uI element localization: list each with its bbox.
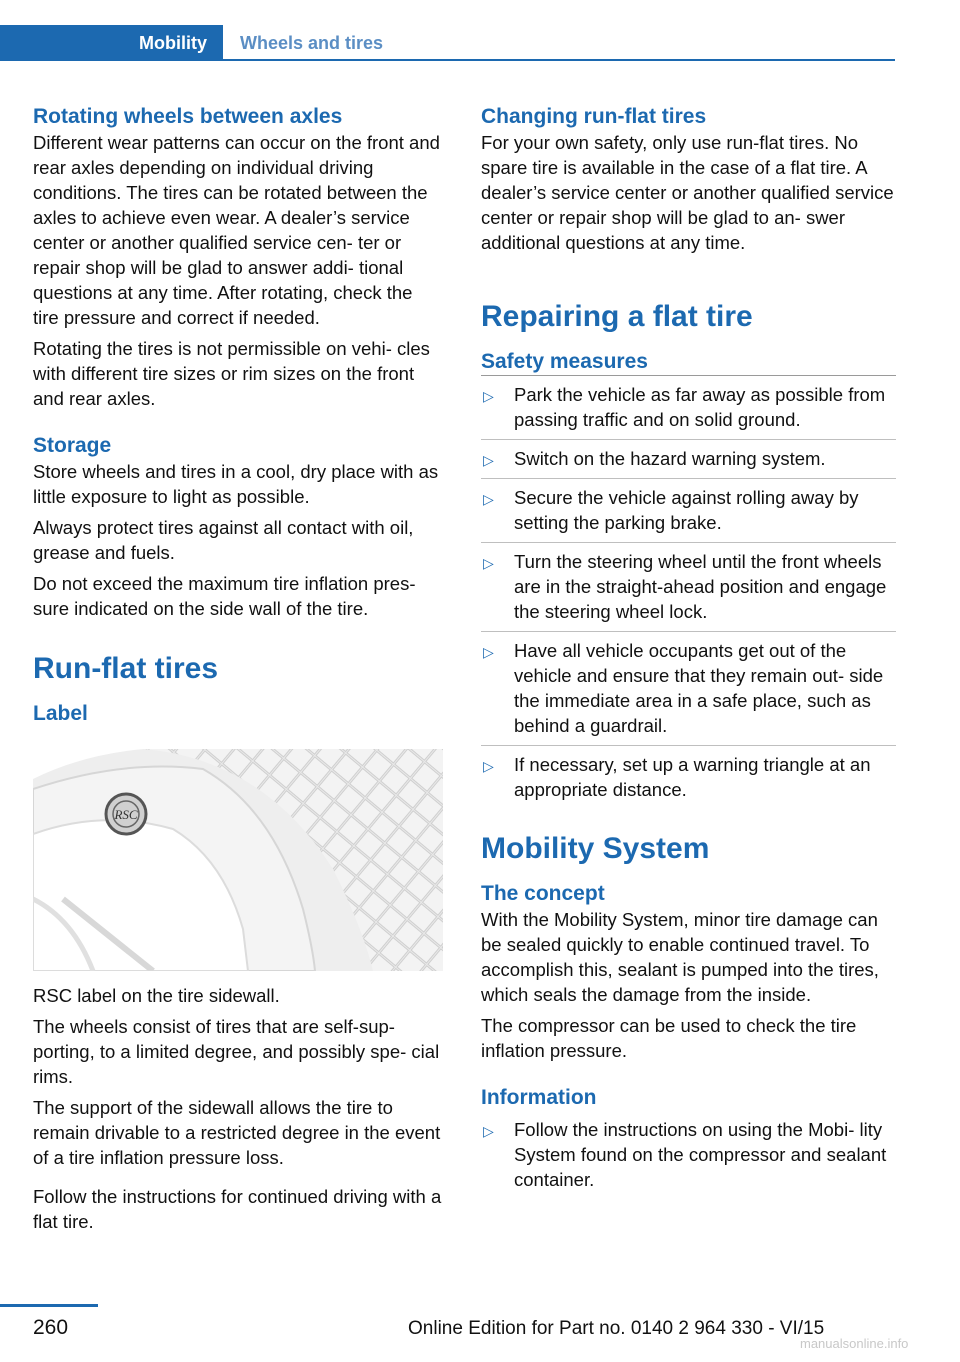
tire-sidewall-image — [33, 749, 443, 971]
triangle-right-icon: ▷ — [483, 644, 494, 660]
runflat-paragraph-2: The support of the sidewall allows the tire to remain drivable to a restricted degree in the event of a tire inflation pressure loss. — [33, 1097, 441, 1168]
list-item: ▷ If necessary, set up a warning triangle at an appropriate distance. — [481, 745, 896, 809]
triangle-right-icon: ▷ — [483, 1123, 494, 1139]
runflat-paragraph-1: The wheels consist of tires that are self-sup‐ porting, to a limited degree, and possibly spe‐ cial rims. — [33, 1016, 440, 1087]
changing-paragraph: For your own safety, only use run-flat tires. No spare tire is available in the case of a flat tire. A dealer’s service center or another qualified service center or repair shop will be glad to an‐ swer additional questions at any time. — [481, 132, 894, 253]
rotating-paragraph-1: Different wear patterns can occur on the front and rear axles depending on individual driving conditions. The tires can be rotated between the axles to achieve even wear. A dealer’s service center or another qualified service cen‐ ter or repair shop will be glad to answer addi‐ tional questions at any time. After rotating, check the tire pressure and correct if needed. — [33, 132, 440, 328]
runflat-paragraph-3: Follow the instructions for continued driving with a flat tire. — [33, 1186, 442, 1232]
header-section-tab: Mobility — [0, 25, 223, 61]
safety-measures-heading: Safety measures — [481, 350, 648, 373]
label-heading: Label — [33, 702, 88, 725]
information-heading: Information — [481, 1086, 597, 1109]
concept-paragraph-2: The compressor can be used to check the tire inflation pressure. — [481, 1015, 857, 1061]
edition-text: Online Edition for Part no. 0140 2 964 330 - VI/15 — [408, 1318, 825, 1339]
concept-heading: The concept — [481, 882, 605, 905]
rotating-paragraph-2: Rotating the tires is not permissible on vehi‐ cles with different tire sizes or rim sizes on the front and rear axles. — [33, 338, 430, 409]
page-header — [0, 25, 895, 61]
changing-heading: Changing run-flat tires — [481, 105, 707, 128]
header-rule — [223, 59, 895, 61]
list-item: ▷ Switch on the hazard warning system. — [481, 439, 896, 478]
list-item: ▷ Follow the instructions on using the Mobi‐ lity System found on the compressor and sealant container. — [483, 1119, 887, 1190]
storage-paragraph-2: Always protect tires against all contact with oil, grease and fuels. — [33, 517, 414, 563]
list-item: ▷ Secure the vehicle against rolling away by setting the parking brake. — [481, 478, 896, 542]
triangle-right-icon: ▷ — [483, 555, 494, 571]
mobility-system-heading: Mobility System — [481, 832, 710, 865]
triangle-right-icon: ▷ — [483, 491, 494, 507]
header-subsection-tab: Wheels and tires — [240, 33, 384, 53]
repairing-heading: Repairing a flat tire — [481, 300, 753, 333]
list-item: ▷ Turn the steering wheel until the front wheels are in the straight-ahead position and engage the steering wheel lock. — [481, 542, 896, 631]
watermark: manualsonline.info — [800, 1336, 909, 1351]
triangle-right-icon: ▷ — [483, 388, 494, 404]
list-item: ▷ Have all vehicle occupants get out of the vehicle and ensure that they remain out‐ side the immediate area in a safe place, such as behind a guardrail. — [481, 631, 896, 745]
information-list — [481, 1111, 896, 1199]
triangle-right-icon: ▷ — [483, 452, 494, 468]
rsc-logo — [106, 794, 146, 834]
page-number: 260 — [33, 1316, 69, 1339]
storage-heading: Storage — [33, 434, 112, 457]
runflat-heading: Run-flat tires — [33, 652, 219, 685]
rotating-heading: Rotating wheels between axles — [33, 105, 343, 128]
triangle-right-icon: ▷ — [483, 758, 494, 774]
footer-rule — [0, 1304, 98, 1307]
list-item: ▷ Park the vehicle as far away as possible from passing traffic and on solid ground. — [481, 375, 896, 439]
concept-paragraph-1: With the Mobility System, minor tire damage can be sealed quickly to enable continued travel. To accomplish this, sealant is pumped into the tires, which seals the damage from the inside. — [481, 909, 879, 1005]
tire-caption: RSC label on the tire sidewall. — [33, 985, 280, 1006]
right-column — [481, 104, 896, 1199]
svg-text:RSC: RSC — [114, 807, 138, 822]
left-column — [33, 104, 443, 1234]
storage-paragraph-3: Do not exceed the maximum tire inflation pres‐ sure indicated on the side wall of the tire. — [33, 573, 416, 619]
safety-measures-list — [481, 375, 896, 809]
storage-paragraph-1: Store wheels and tires in a cool, dry place with as little exposure to light as possible. — [33, 461, 439, 507]
